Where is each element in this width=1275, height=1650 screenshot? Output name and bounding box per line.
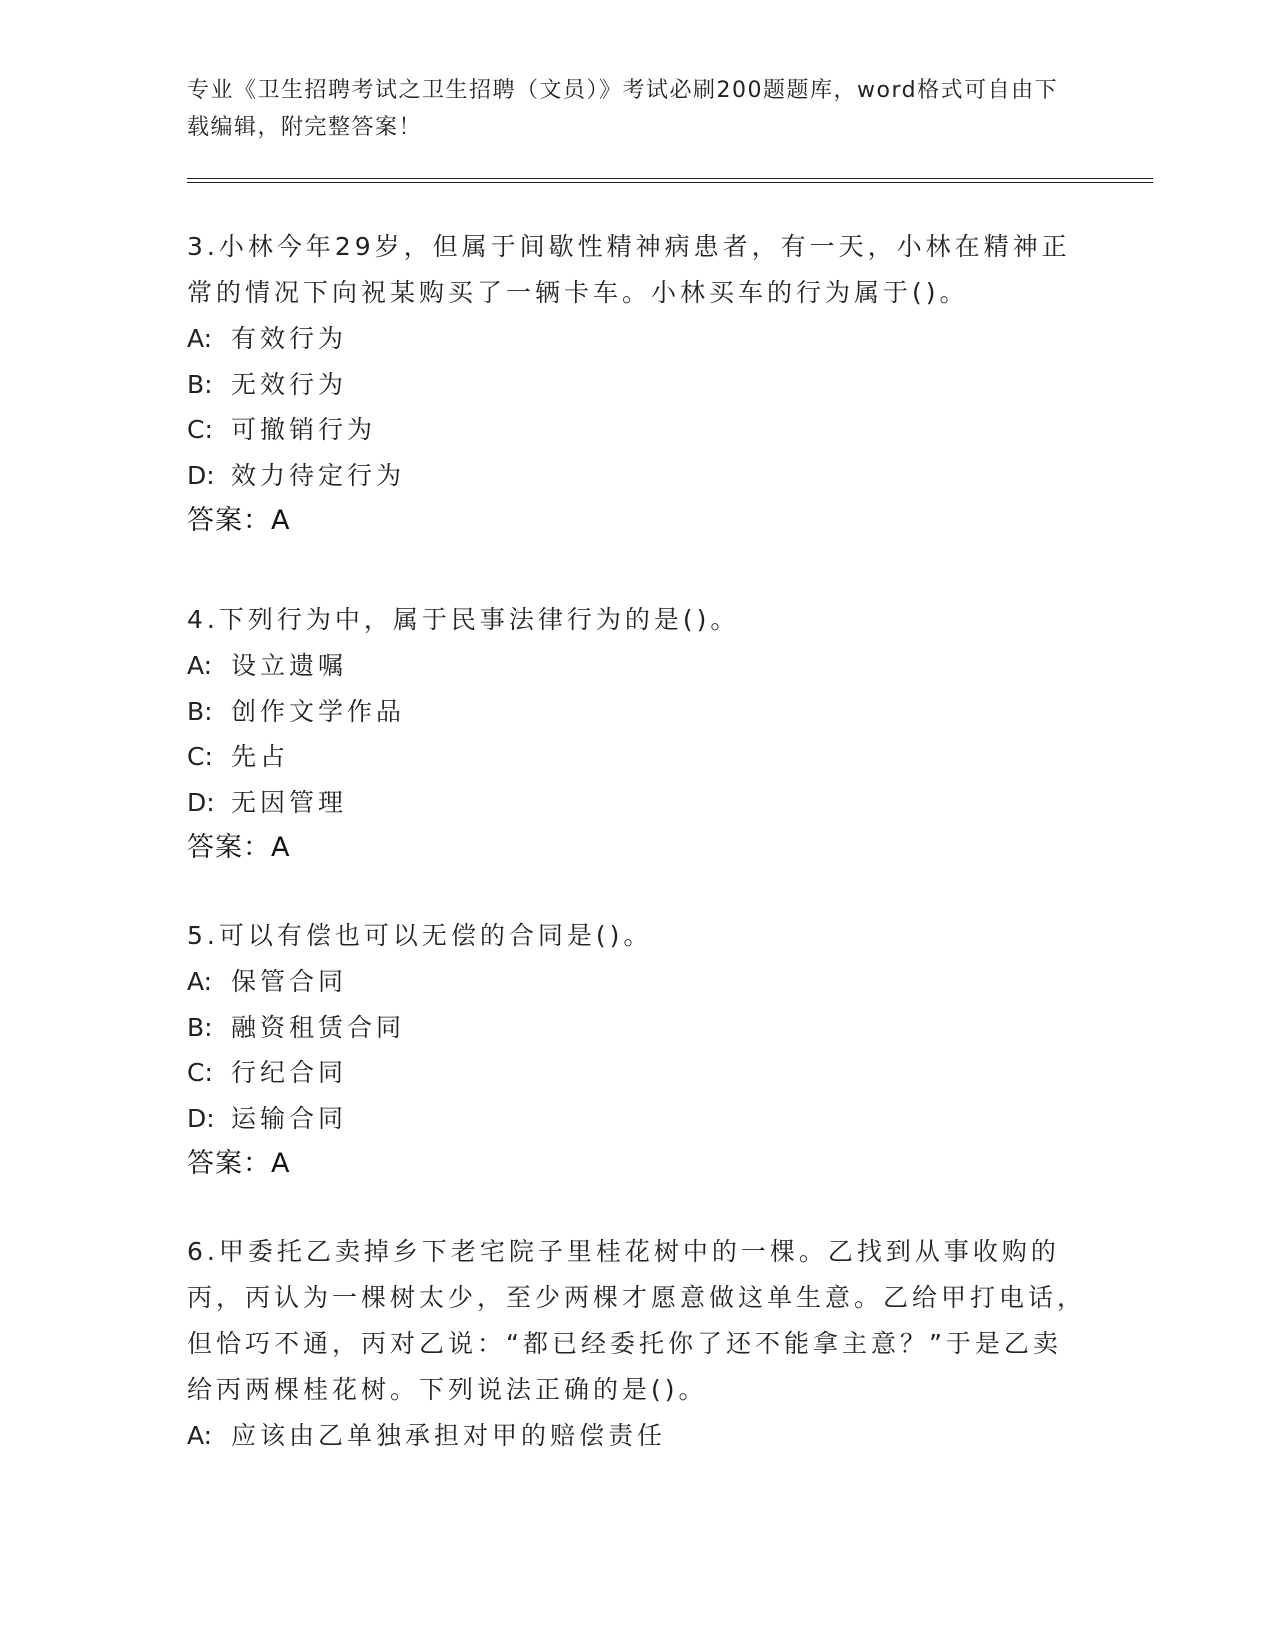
option-letter: D: — [187, 1103, 215, 1133]
option-letter: D: — [187, 787, 215, 817]
option-b — [187, 1005, 1087, 1051]
answer-label: 答案：A — [187, 1148, 291, 1179]
option-text: 可撤销行为 — [231, 415, 377, 444]
option-d — [187, 1096, 1087, 1142]
option-letter: A: — [187, 1421, 213, 1450]
option-letter: B: — [187, 1012, 213, 1042]
question-6 — [187, 1229, 1087, 1459]
option-letter: D: — [187, 460, 215, 490]
option-a — [187, 1413, 1087, 1459]
document-intro: 专业《卫生招聘考试之卫生招聘（文员）》考试必刷200题题库，word格式可自由下载编辑，附完整答案！ — [187, 78, 1059, 140]
option-text: 先占 — [231, 742, 290, 771]
option-letter: B: — [187, 369, 213, 399]
option-d — [187, 780, 1087, 826]
option-text: 无效行为 — [231, 369, 348, 399]
option-b — [187, 689, 1087, 735]
option-d — [187, 453, 1087, 499]
option-letter: A: — [187, 324, 213, 353]
question-stem: 3.小林今年29岁，但属于间歇性精神病患者，有一天，小林在精神正常的情况下向祝某购买了一辆卡车。小林买车的行为属于()。 — [187, 232, 1071, 307]
question-3 — [187, 224, 1087, 544]
option-letter: C: — [187, 415, 213, 444]
option-text: 创作文学作品 — [231, 696, 406, 726]
option-b — [187, 362, 1087, 408]
question-5 — [187, 913, 1087, 1187]
option-letter: C: — [187, 742, 213, 771]
option-a — [187, 959, 1087, 1005]
option-c — [187, 407, 1087, 453]
option-letter: B: — [187, 696, 213, 726]
answer-label: 答案：A — [187, 832, 291, 863]
option-c — [187, 734, 1087, 780]
option-text: 设立遗嘱 — [231, 651, 348, 680]
option-text: 行纪合同 — [231, 1058, 348, 1087]
question-stem: 5.可以有偿也可以无偿的合同是()。 — [187, 921, 653, 950]
option-text: 运输合同 — [231, 1103, 348, 1133]
question-4 — [187, 597, 1087, 871]
option-a — [187, 643, 1087, 689]
option-text: 有效行为 — [231, 324, 348, 353]
header-divider — [187, 178, 1153, 183]
option-text: 效力待定行为 — [231, 460, 406, 490]
option-a — [187, 316, 1087, 362]
option-letter: A: — [187, 651, 213, 680]
answer-label: 答案：A — [187, 505, 291, 536]
option-text: 无因管理 — [231, 787, 348, 817]
option-text: 应该由乙单独承担对甲的赔偿责任 — [231, 1421, 667, 1450]
question-stem: 4.下列行为中，属于民事法律行为的是()。 — [187, 605, 740, 634]
question-stem: 6.甲委托乙卖掉乡下老宅院子里桂花树中的一棵。乙找到从事收购的丙，丙认为一棵树太少，至少两棵才愿意做这单生意。乙给甲打电话，但恰巧不通，丙对乙说：“都已经委托你了还不能拿主意？”于是乙卖给丙两棵桂花树。下列说法正确的是()。 — [187, 1237, 1087, 1404]
option-letter: C: — [187, 1058, 213, 1087]
option-text: 融资租赁合同 — [231, 1012, 406, 1042]
option-text: 保管合同 — [231, 967, 348, 996]
option-c — [187, 1050, 1087, 1096]
option-letter: A: — [187, 967, 213, 996]
